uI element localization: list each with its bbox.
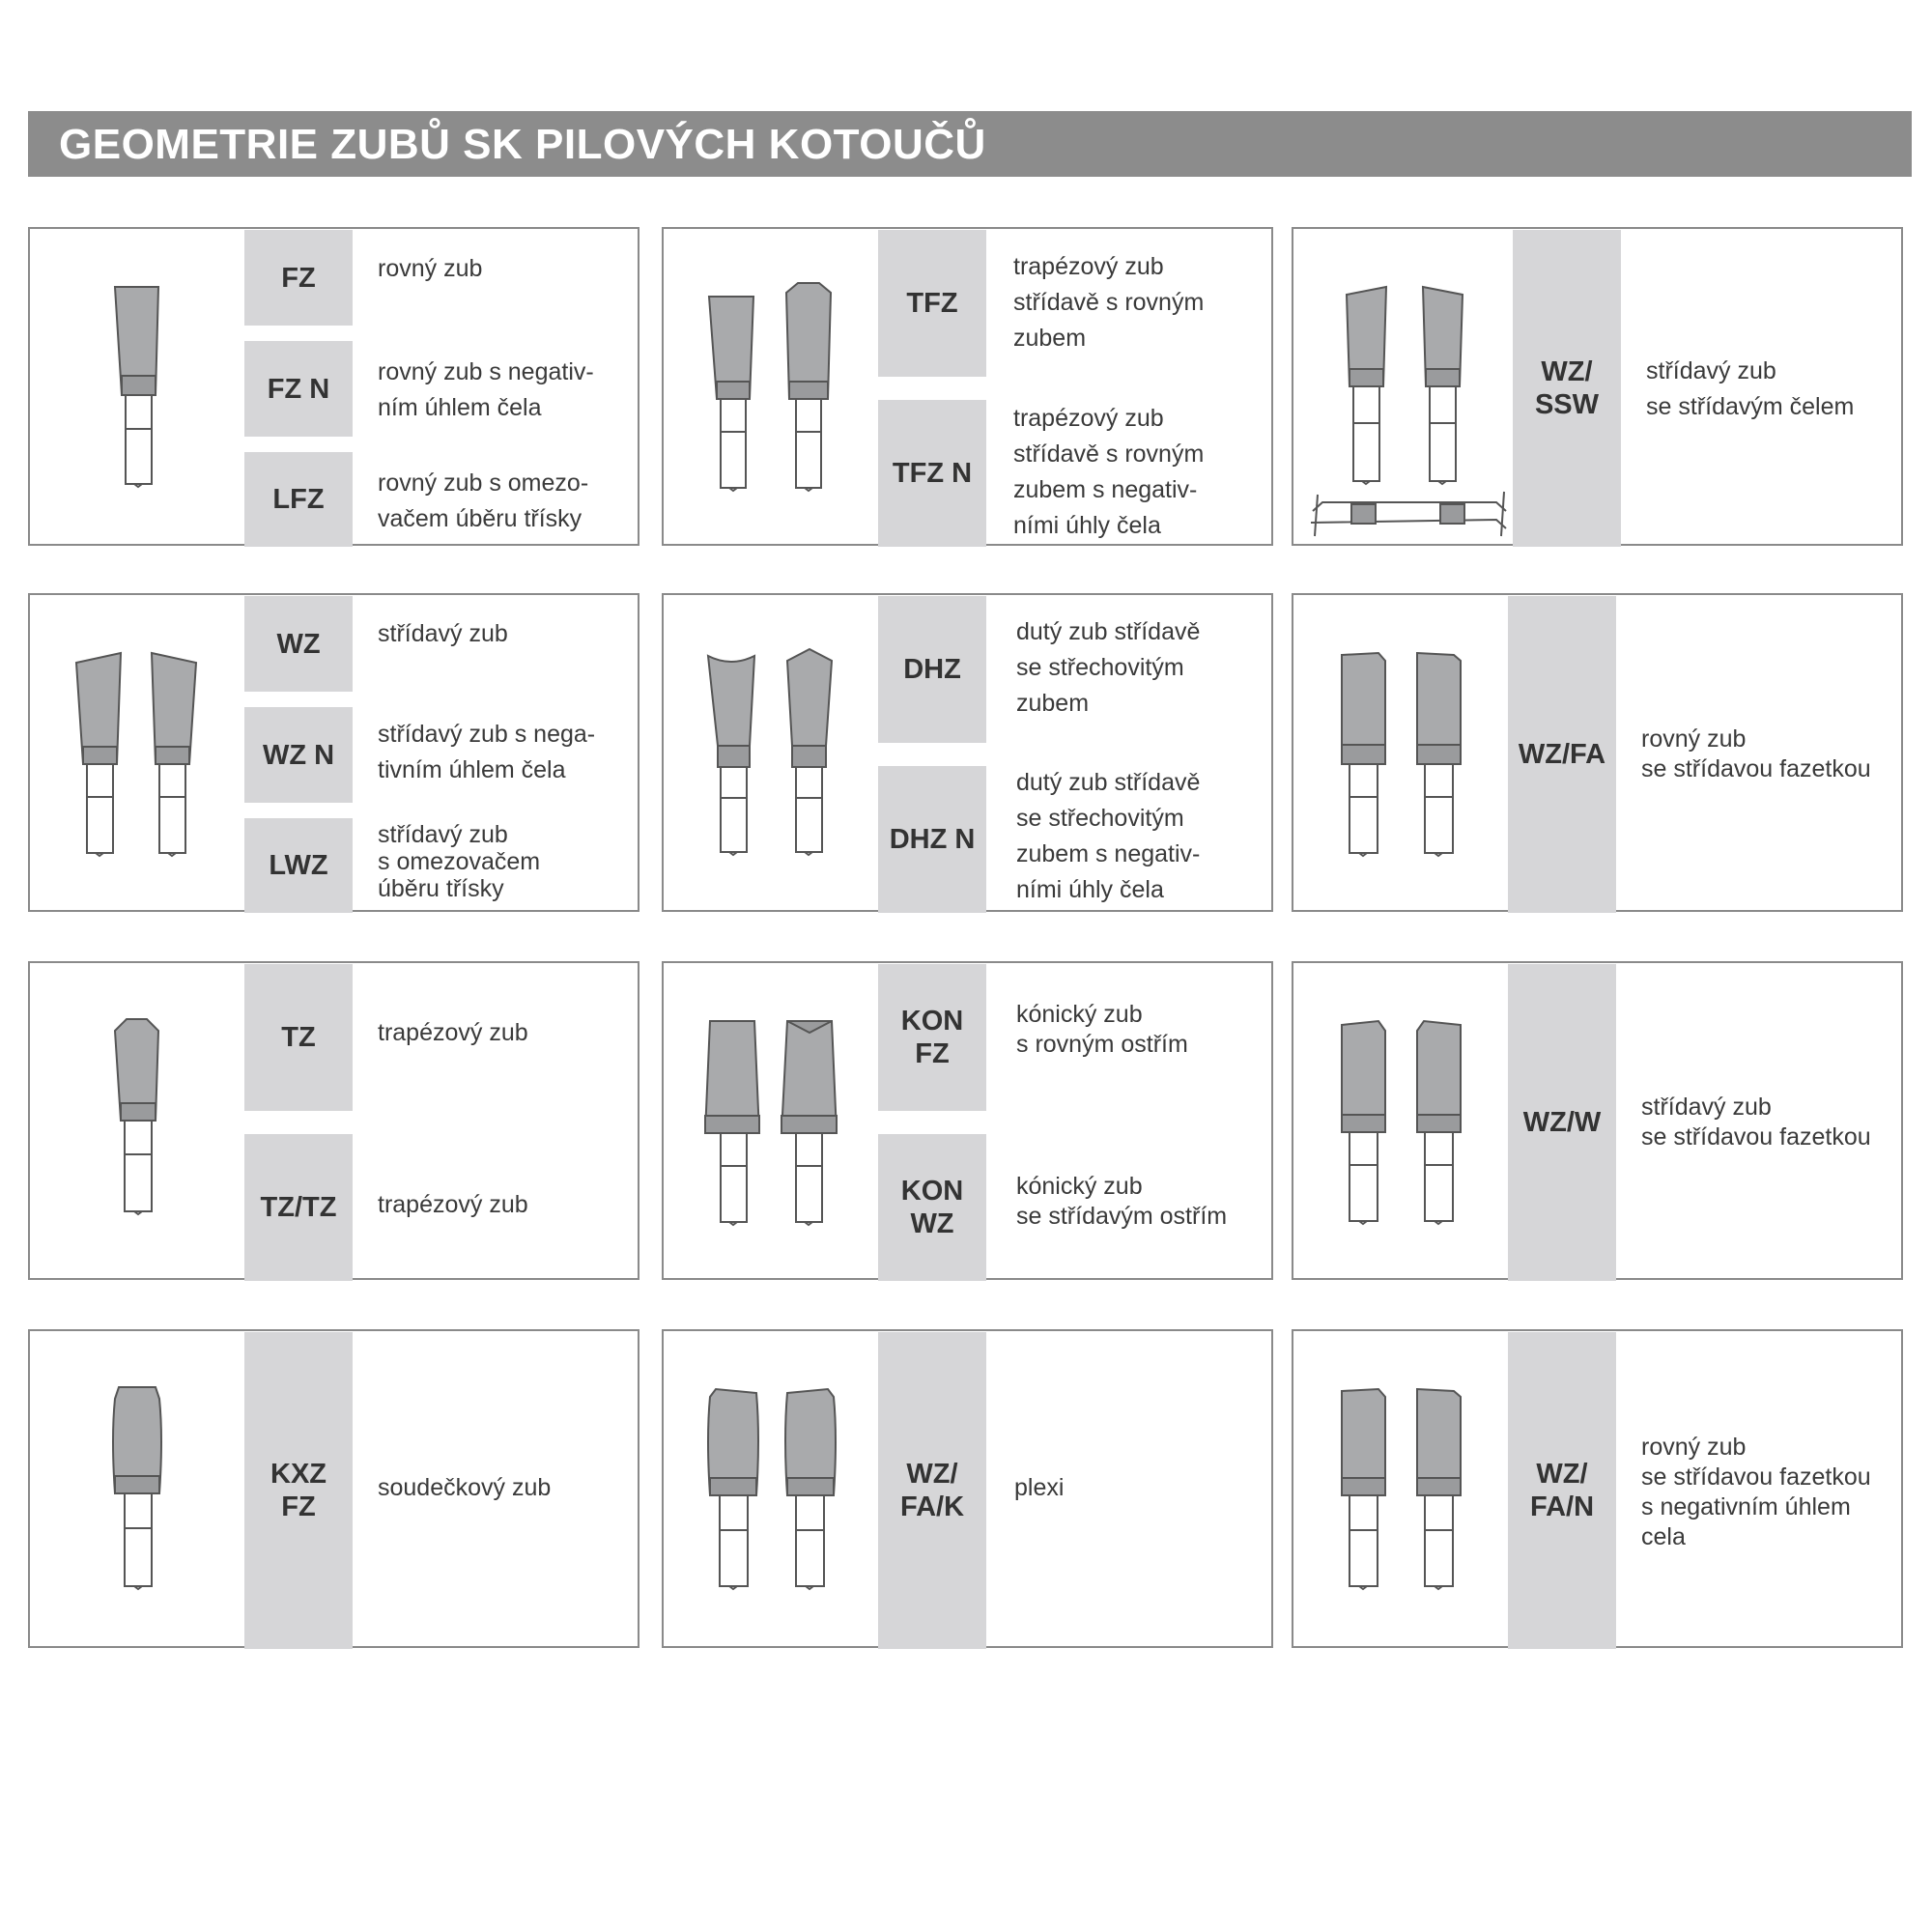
tooth-tz-icon bbox=[30, 963, 242, 1282]
code-tz: TZ bbox=[244, 964, 353, 1111]
tooth-wz-fa-k-icon bbox=[664, 1331, 876, 1650]
code-tfz-n: TFZ N bbox=[878, 400, 986, 547]
desc-dhz-n: dutý zub střídavě se střechovitým zubem s negativ- ními úhly čela bbox=[1016, 769, 1201, 903]
desc-fz-n: rovný zub s negativ- ním úhlem čela bbox=[378, 358, 594, 421]
code-wz-n: WZ N bbox=[244, 707, 353, 803]
desc-wz-w: střídavý zub se střídavou fazetkou bbox=[1641, 1094, 1871, 1151]
code-wz-fa: WZ/FA bbox=[1508, 596, 1616, 913]
card-tfz bbox=[662, 227, 1273, 546]
desc-wz-ssw: střídavý zub se střídavým čelem bbox=[1646, 357, 1855, 420]
tooth-fz-icon bbox=[30, 229, 242, 548]
desc-fz: rovný zub bbox=[378, 255, 483, 282]
card-dhz bbox=[662, 593, 1273, 912]
desc-kon-fz: kónický zub s rovným ostřím bbox=[1016, 1001, 1188, 1058]
tooth-wz-fa-n-icon bbox=[1293, 1331, 1516, 1650]
code-tfz: TFZ bbox=[878, 230, 986, 377]
desc-kxz-fz: soudečkový zub bbox=[378, 1474, 552, 1501]
desc-tz: trapézový zub bbox=[378, 1019, 528, 1046]
card-wz-ssw bbox=[1292, 227, 1903, 546]
desc-wz-n: střídavý zub s nega- tivním úhlem čela bbox=[378, 721, 596, 783]
code-dhz-n: DHZ N bbox=[878, 766, 986, 913]
card-wz-w bbox=[1292, 961, 1903, 1280]
code-wz-w: WZ/W bbox=[1508, 964, 1616, 1281]
page-title: GEOMETRIE ZUBŮ SK PILOVÝCH KOTOUČŮ bbox=[59, 121, 986, 168]
card-wz bbox=[28, 593, 639, 912]
tooth-wz-fa-icon bbox=[1293, 595, 1516, 914]
tooth-dhz-icon bbox=[664, 595, 876, 914]
tooth-kxz-fz-icon bbox=[30, 1331, 242, 1650]
code-kxz-fz: KXZ FZ bbox=[244, 1332, 353, 1649]
code-wz-ssw: WZ/ SSW bbox=[1513, 230, 1621, 547]
code-lwz: LWZ bbox=[244, 818, 353, 913]
code-fz-n: FZ N bbox=[244, 341, 353, 437]
desc-kon-wz: kónický zub se střídavým ostřím bbox=[1016, 1173, 1228, 1230]
code-kon-fz: KON FZ bbox=[878, 964, 986, 1111]
tooth-tfz-icon bbox=[664, 229, 876, 548]
tooth-wz-w-icon bbox=[1293, 963, 1516, 1282]
desc-dhz: dutý zub střídavě se střechovitým zubem bbox=[1016, 618, 1201, 717]
tooth-wz-icon bbox=[30, 595, 242, 914]
code-wz-fa-k: WZ/ FA/K bbox=[878, 1332, 986, 1649]
code-dhz: DHZ bbox=[878, 596, 986, 743]
card-kxz-fz bbox=[28, 1329, 639, 1648]
card-wz-fa bbox=[1292, 593, 1903, 912]
code-fz: FZ bbox=[244, 230, 353, 326]
code-wz: WZ bbox=[244, 596, 353, 692]
tooth-kon-icon bbox=[664, 963, 876, 1282]
desc-wz-fa: rovný zub se střídavou fazetkou bbox=[1641, 725, 1871, 782]
code-wz-fa-n: WZ/ FA/N bbox=[1508, 1332, 1616, 1649]
desc-wz-fa-k: plexi bbox=[1014, 1474, 1065, 1501]
card-fz bbox=[28, 227, 639, 546]
desc-tfz: trapézový zub střídavě s rovným zubem bbox=[1013, 253, 1205, 352]
title-bar bbox=[28, 111, 1912, 177]
card-kon bbox=[662, 961, 1273, 1280]
desc-lwz: střídavý zub s omezovačem úběru třísky bbox=[378, 821, 541, 902]
card-wz-fa-n bbox=[1292, 1329, 1903, 1648]
desc-tz-tz: trapézový zub bbox=[378, 1191, 528, 1218]
tooth-wz-ssw-icon bbox=[1293, 229, 1516, 548]
desc-tfz-n: trapézový zub střídavě s rovným zubem s negativ- ními úhly čela bbox=[1013, 405, 1205, 539]
code-lfz: LFZ bbox=[244, 452, 353, 547]
desc-lfz: rovný zub s omezo- vačem úběru třísky bbox=[378, 469, 589, 532]
desc-wz: střídavý zub bbox=[378, 620, 508, 647]
code-tz-tz: TZ/TZ bbox=[244, 1134, 353, 1281]
card-tz bbox=[28, 961, 639, 1280]
desc-wz-fa-n: rovný zub se střídavou fazetkou s negativním úhlem cela bbox=[1641, 1434, 1871, 1550]
card-wz-fa-k bbox=[662, 1329, 1273, 1648]
code-kon-wz: KON WZ bbox=[878, 1134, 986, 1281]
